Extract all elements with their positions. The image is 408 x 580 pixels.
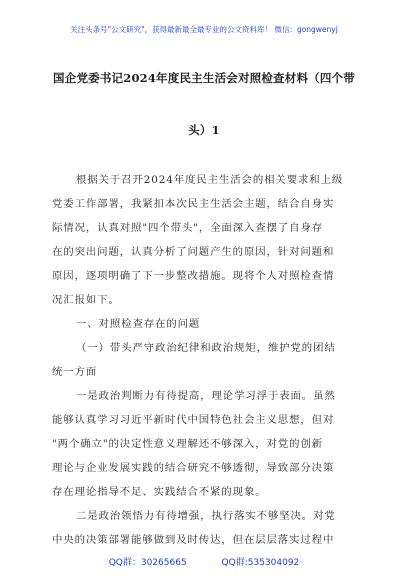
footer-contacts [0, 555, 408, 568]
body-line: 况汇报如下。 [52, 294, 120, 306]
body-line: 在的突出问题，认真分析了问题产生的原因，针对问题和 [52, 246, 335, 258]
footer-qq-group-2: QQ群:535304092 [221, 558, 300, 568]
subsection-heading: （一）带头严守政治纪律和政治规矩，维护党的团结 [76, 342, 336, 354]
body-line: 一是政治判断力有待提高，理论学习浮于表面。虽然 [76, 390, 336, 402]
body-line: 中央的决策部署能够做到及时传达，但在层层落实过程中 [52, 534, 335, 546]
body-line: 理论与企业发展实践的结合研究不够透彻，导致部分决策 [52, 462, 335, 474]
section-heading: 一、对照检查存在的问题 [76, 318, 201, 330]
body-line: "两个确立"的决定性意义理解还不够深入，对党的创新 [52, 438, 324, 450]
header-note: 关注头条号"公文研究"，获得最新最全最专业的公文资料库！ 微信：gongwenyj [70, 25, 338, 34]
document-title-line-1: 国企党委书记2024年度民主生活会对照检查材料（四个带 [53, 71, 355, 85]
body-line: 根据关于召开2024年度民主生活会的相关要求和上级 [76, 174, 344, 186]
subsection-heading-cont: 统一方面 [52, 366, 98, 378]
body-line: 原因，逐项明确了下一步整改措施。现将个人对照检查情 [52, 270, 335, 282]
body-line: 二是政治领悟力有待增强，执行落实不够坚决。对党 [76, 510, 336, 522]
body-line: 党委工作部署，我紧扣本次民主生活会主题，结合自身实 [52, 198, 335, 210]
footer-qq-group-1: QQ群：30265665 [108, 558, 187, 568]
document-title-line-2: 头）1 [188, 123, 220, 137]
body-line: 能够认真学习习近平新时代中国特色社会主义思想，但对 [52, 414, 335, 426]
body-line: 存在理论指导不足、实践结合不紧的现象。 [52, 486, 267, 498]
body-line: 际情况，认真对照"四个带头"，全面深入查摆了自身存 [52, 222, 324, 234]
